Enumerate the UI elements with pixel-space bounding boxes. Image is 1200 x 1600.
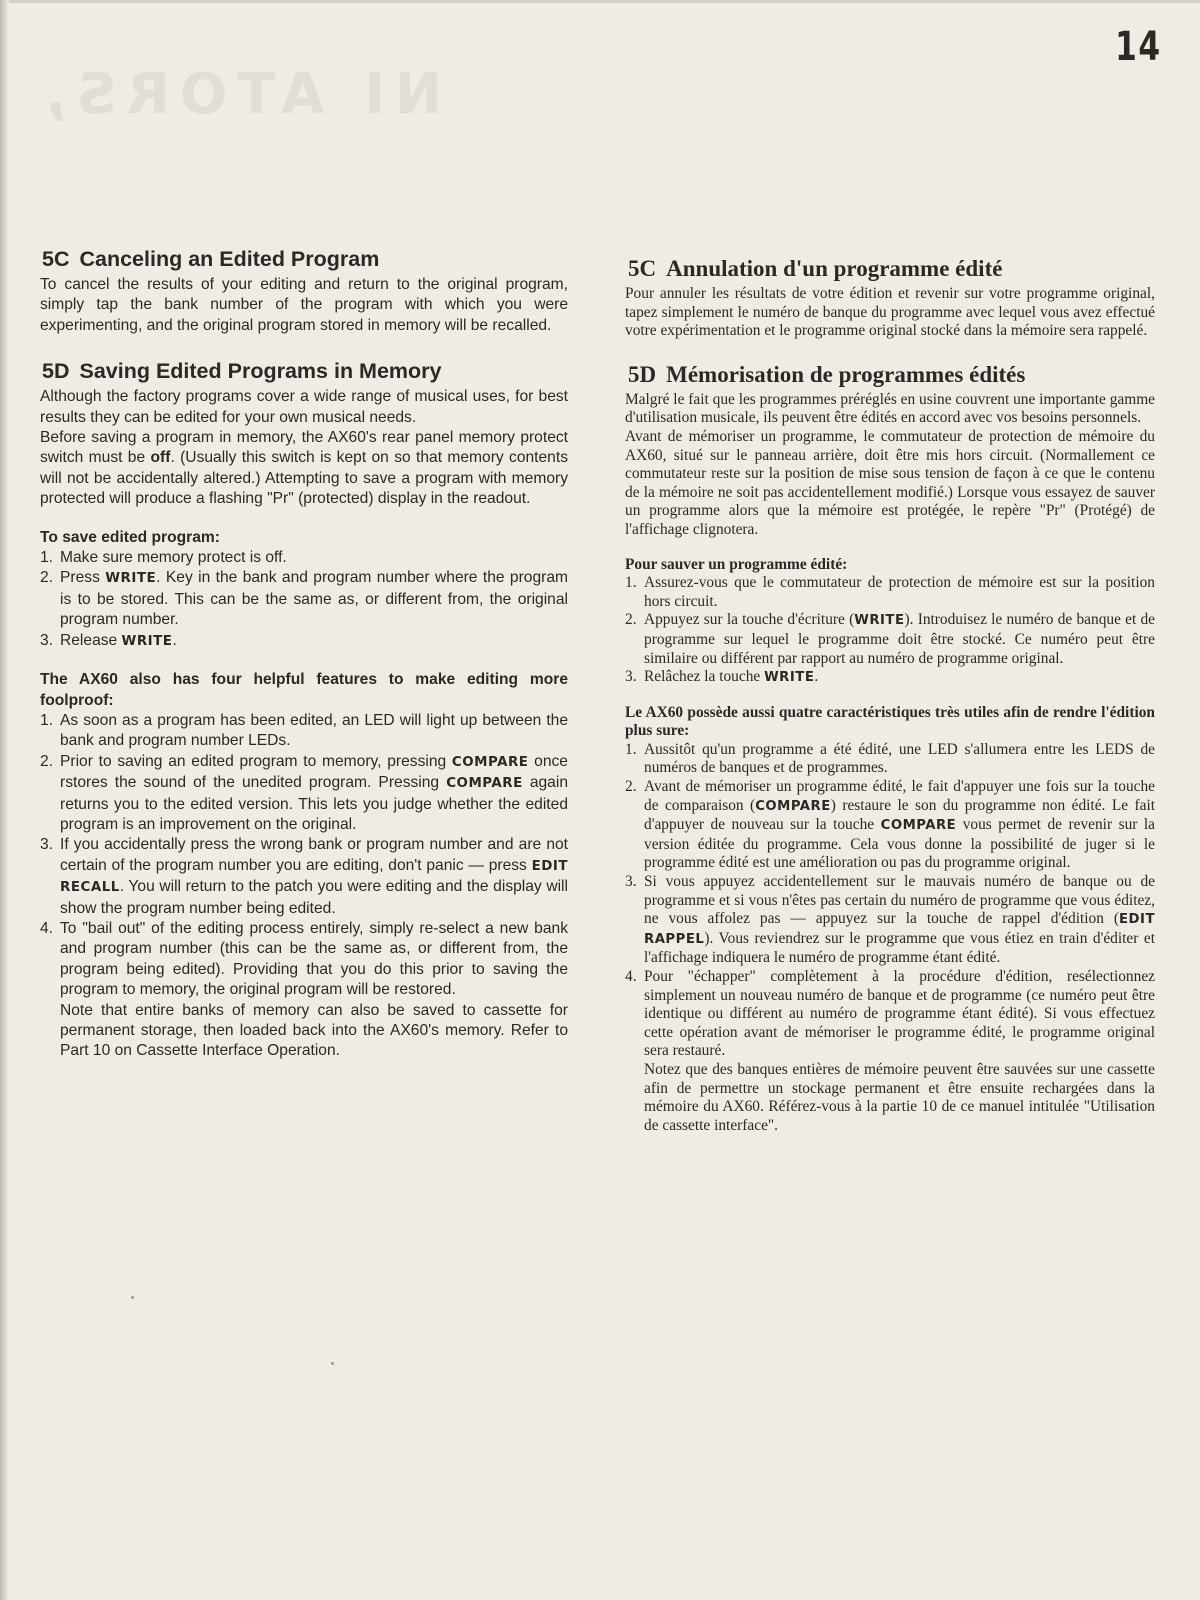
section-heading <box>628 255 1155 283</box>
text-run: Assurez-vous que le commutateur de protection de mémoire est sur la position hors circuit. <box>644 574 1155 610</box>
page-number: 14 <box>1115 24 1162 70</box>
section-number: 5D <box>42 359 70 384</box>
text-run: If you accidentally press the wrong bank or program number and are not certain of the program number you are editing, don't panic — press <box>60 836 568 874</box>
list-item <box>40 752 568 836</box>
text-run: Prior to saving an edited program to memory, pressing <box>60 752 452 770</box>
paragraph: Malgré le fait que les programmes préréglés en usine couvrent une importante gamme d'utilisation musicale, ils peuvent être édités en accord avec vos besoins personnels. <box>625 390 1155 427</box>
list-item <box>625 741 1155 778</box>
section-title: Mémorisation de programmes édités <box>666 361 1026 387</box>
list-number: 2. <box>625 778 637 796</box>
key-label: WRITE <box>764 670 815 686</box>
list-number: 2. <box>40 569 54 587</box>
key-label: COMPARE <box>755 798 831 814</box>
list-number: 4. <box>40 919 54 937</box>
text-run: Pour "échapper" complètement à la procédure d'édition, resélectionnez simplement un nouveau numéro de banque et de programme (ce numéro peut être identique ou différent au numéro de programme étant édité). Si vous effectuez cette opération avant de mémoriser le programme édité, le programme original sera restauré. <box>644 968 1155 1060</box>
text-run: Si vous appuyez accidentellement sur le mauvais numéro de banque ou de programme et si vous n'êtes pas certain du numéro de programme que vous éditez, ne vous affolez pas — appuyez sur la touche de rappel d'édition ( <box>644 873 1155 928</box>
list-number: 1. <box>625 574 637 592</box>
section-5c-fr <box>625 255 1155 341</box>
section-heading <box>42 246 568 272</box>
text-run: As soon as a program has been edited, an LED will light up between the bank and program number LEDs. <box>60 711 568 750</box>
text-run: Appuyez sur la touche d'écriture ( <box>644 611 855 629</box>
text-run: . (Usually this switch is kept on so that memory contents will not be accidentally altered.) Attempting to save a program with memory protected will produce a flashing "Pr" (protected) display in the readout. <box>40 449 568 508</box>
note-paragraph: Notez que des banques entières de mémoire peuvent être sauvées sur une cassette afin de permettre un stockage permanent et être ensuite rechargées dans la mémoire du AX60. Référez-vous à la partie 10 de ce manuel intitulée "Utilisation de cassette interface". <box>644 1060 1155 1134</box>
section-number: 5D <box>628 361 657 387</box>
text-run: Aussitôt qu'un programme a été édité, une LED s'allumera entre les LEDS de numéros de banques et de programmes. <box>644 740 1155 777</box>
key-label: WRITE <box>105 571 157 587</box>
text-run: . You will return to the patch you were editing and the display will show the program number being edited. <box>60 878 568 917</box>
key-label: WRITE <box>121 633 173 649</box>
text-run: ). Introduisez le numéro de banque et de programme sur lequel le programme doit être stocké. Ce numéro peut être similaire ou différent par rapport au numéro de programme original. <box>644 611 1155 667</box>
text-run: . <box>172 631 177 649</box>
section-title: Canceling an Edited Program <box>79 247 380 271</box>
text-run: Avant de mémoriser un programme édité, le fait d'appuyer une fois sur la touche de comparaison ( <box>644 778 1155 814</box>
features-list <box>625 741 1155 1135</box>
text-run: . <box>814 668 819 686</box>
section-heading <box>42 358 568 384</box>
text-run: ) restaure le son du programme non édité. Le fait d'appuyer de nouveau sur la touche <box>644 796 1155 834</box>
list-number: 3. <box>625 668 637 686</box>
save-steps-list <box>40 548 568 652</box>
paper-speck <box>331 1362 334 1365</box>
save-steps-list <box>625 574 1155 688</box>
list-number: 1. <box>40 549 54 567</box>
subheading: The AX60 also has four helpful features to make editing more foolproof: <box>40 671 568 709</box>
text-run: To "bail out" of the editing process entirely, simply re-select a new bank and program number (this can be the same as, or different from, the program being edited). Providing that you do this prior to saving the program to memory, the original program will be restored. <box>60 919 568 999</box>
text-run: Release <box>60 631 122 649</box>
paragraph: To cancel the results of your editing and return to the original program, simply tap the bank number of the program with which you were experimenting, and the original program stored in memory will be recalled. <box>40 276 568 334</box>
key-label: COMPARE <box>880 818 957 834</box>
list-item <box>40 548 568 568</box>
english-column <box>40 246 568 1062</box>
paragraph: Pour annuler les résultats de votre édition et revenir sur votre programme original, tapez simplement le numéro de banque du programme avec lequel vous avez effectué votre expérimentation et le programme original stocké dans la mémoire sera rappelé. <box>625 285 1155 340</box>
list-item <box>40 631 568 652</box>
text-run: once rstores the sound of the unedited program. Pressing <box>60 752 568 792</box>
key-label: WRITE <box>854 613 905 629</box>
section-5c-en <box>40 246 568 336</box>
emphasis: off <box>150 449 171 467</box>
section-5d-en <box>40 358 568 1062</box>
text-run: Make sure memory protect is off. <box>60 549 287 567</box>
key-label: COMPARE <box>451 754 529 770</box>
list-number: 3. <box>625 873 637 891</box>
section-5d-fr <box>625 361 1155 1136</box>
text-run: . Key in the bank and program number where the program is to be stored. This can be the same as, or different from, the original program number. <box>60 569 568 629</box>
list-number: 2. <box>625 611 637 629</box>
text-run: vous permet de revenir sur la version éditée du programme. Cela vous donne la possibilité de juger si le programme édité est une amélioration ou pas du programme original. <box>644 816 1155 872</box>
page-binding-shadow <box>0 0 9 1600</box>
list-item <box>625 778 1155 873</box>
list-number: 3. <box>40 836 54 854</box>
section-title: Annulation d'un programme édité <box>666 256 1003 281</box>
list-number: 3. <box>40 631 54 649</box>
list-item <box>40 919 568 1062</box>
features-list <box>40 711 568 1062</box>
list-number: 2. <box>40 752 54 770</box>
paragraph: Avant de mémoriser un programme, le commutateur de protection de mémoire du AX60, situé sur le panneau arrière, doit être mis hors circuit. (Normallement ce commutateur reste sur la position de mise sous tension de façon à ce que le contenu de la mémoire ne soit pas accidentellement modifié.) Lorsque vous essayez de sauver un programme alors que la mémoire est protégée, le repère "Pr" (Protégé) de l'affichage clignotera. <box>625 427 1155 538</box>
list-item <box>625 611 1155 668</box>
list-item <box>625 574 1155 611</box>
section-title: Saving Edited Programs in Memory <box>79 359 442 384</box>
paragraph <box>40 428 568 510</box>
subheading: Pour sauver un programme édité: <box>625 555 848 573</box>
text-run: again returns you to the edited version. This lets you judge whether the edited program is an improvement on the original. <box>60 774 568 833</box>
list-number: 1. <box>40 711 54 729</box>
note-paragraph: Note that entire banks of memory can also be saved to cassette for permanent storage, then loaded back into the AX60's memory. Refer to Part 10 on Cassette Interface Operation. <box>60 1001 568 1060</box>
text-run: Press <box>60 569 106 587</box>
list-number: 1. <box>625 740 637 758</box>
paper-speck <box>131 1296 134 1299</box>
key-label: COMPARE <box>446 776 523 792</box>
key-label: EDIT RECALL <box>60 858 568 896</box>
french-column <box>625 255 1155 1135</box>
page-top-edge <box>0 0 1200 3</box>
paragraph: Although the factory programs cover a wide range of musical uses, for best results they can be edited for your own musical needs. <box>40 388 568 426</box>
text-run: ). Vous reviendrez sur le programme que vous étiez en train d'éditer et l'affichage indiquera le numéro de programme étant édité. <box>644 929 1155 967</box>
subheading: Le AX60 possède aussi quatre caractéristiques très utiles afin de rendre l'édition plus sure: <box>625 703 1155 740</box>
list-item <box>625 873 1155 968</box>
list-item <box>40 711 568 752</box>
subheading: To save edited program: <box>40 528 220 546</box>
section-number: 5C <box>628 256 657 281</box>
key-label: EDIT RAPPEL <box>644 912 1155 947</box>
list-number: 4. <box>625 968 637 985</box>
text-run: Before saving a program in memory, the AX60's rear panel memory protect switch must be <box>40 429 568 467</box>
list-item <box>625 968 1155 1135</box>
section-number: 5C <box>42 247 70 271</box>
text-run: Relâchez la touche <box>644 668 765 686</box>
section-heading <box>628 361 1155 389</box>
list-item <box>40 835 568 919</box>
bleed-through-text: NI ATORS, <box>35 62 442 127</box>
list-item <box>40 568 568 630</box>
list-item <box>625 668 1155 688</box>
